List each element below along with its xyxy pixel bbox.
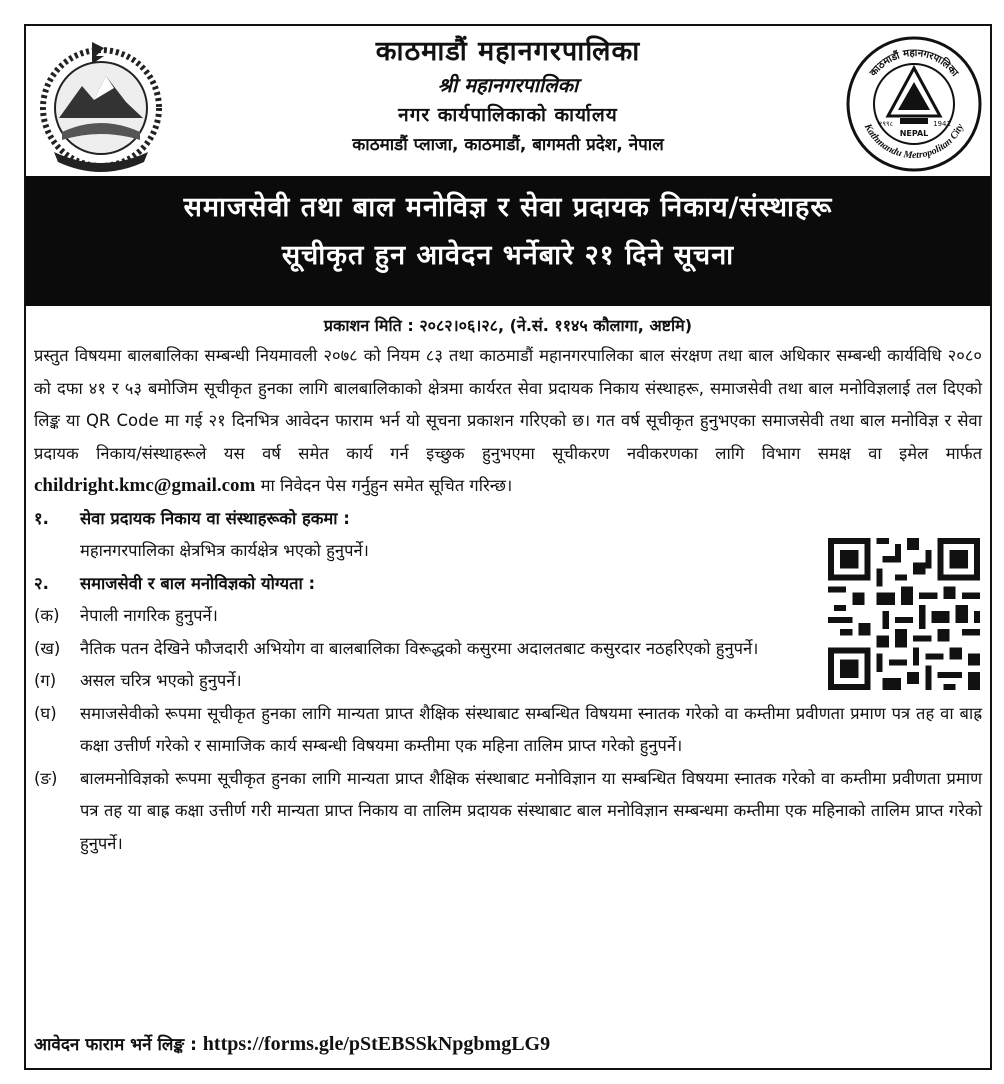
item-mark: (ख) (34, 638, 61, 658)
list-item (34, 698, 982, 763)
publication-date (26, 314, 990, 336)
item-text: समाजसेवीको रूपमा सूचीकृत हुनका लागि मान्यता प्राप्त शैक्षिक संस्थाबाट सम्बन्धित विषयमा स्नातक गरेको वा कम्तीमा प्रवीणता प्रमाण पत्र तह वा बाह्र कक्षा उत्तीर्ण गरेको र सामाजिक कार्य सम्बन्धी विषयमा कम्तीमा एक महिना तालिम प्राप्त गरेको हुनुपर्ने। (80, 703, 982, 755)
item-mark: (ग) (34, 671, 57, 690)
org-name-script: श्री महानगरपालिका (437, 73, 579, 97)
publication-date-label: प्रकाशन मिति : (323, 316, 414, 335)
section-number: १. (34, 508, 49, 528)
title-band (26, 176, 990, 306)
office-name: नगर कार्यपालिकाको कार्यालय (398, 104, 618, 126)
kmc-logo-year-np: १९९८ (878, 120, 894, 128)
item-text: बालमनोविज्ञको रूपमा सूचीकृत हुनका लागि मान्यता प्राप्त शैक्षिक संस्थाबाट मनोविज्ञान या सम्बन्धित विषयमा स्नातक गरेको वा कम्तीमा प्रवीणता प्रमाण पत्र तह या बाह्र कक्षा उत्तीर्ण गरी मान्यता प्राप्त निकाय वा तालिम प्रदायक संस्थाबाट बाल मनोविज्ञान सम्बन्धमा कम्तीमा एक महिनाको तालिम प्राप्त गरेको हुनुपर्ने। (80, 768, 982, 853)
kmc-logo-icon (844, 34, 984, 174)
form-link-label: आवेदन फाराम भर्ने लिङ्क : (34, 1035, 197, 1055)
list-item (34, 763, 982, 861)
intro-text-2: मा निवेदन पेस गर्नुहुन समेत सूचित गरिन्छ। (260, 476, 513, 495)
intro-paragraph (34, 340, 982, 503)
section-1-heading (34, 503, 982, 536)
section-1-text: महानगरपालिका क्षेत्रभित्र कार्यक्षेत्र भएको हुनुपर्ने। (80, 541, 369, 560)
form-link-line (34, 1032, 550, 1056)
section-title: समाजसेवी र बाल मनोविज्ञको योग्यता : (80, 573, 316, 593)
contact-email-link[interactable]: childright.kmc@gmail.com (34, 475, 256, 496)
section-number: २. (34, 573, 49, 593)
item-text: नेपाली नागरिक हुनुपर्ने। (80, 606, 218, 625)
kmc-logo-year-en: 1941 (933, 120, 951, 128)
item-mark: (घ) (34, 703, 57, 723)
qr-code-icon[interactable] (828, 538, 980, 690)
form-link-url[interactable]: https://forms.gle/pStEBSSkNpgbmgLG9 (202, 1033, 551, 1055)
section-title: सेवा प्रदायक निकाय वा संस्थाहरूको हकमा : (80, 508, 350, 528)
item-text: नैतिक पतन देखिने फौजदारी अभियोग वा बालबालिका विरूद्धको कसुरमा अदालतबाट कसुरदार नठहरिएको हुनुपर्ने। (80, 638, 759, 658)
publication-date-value: २०८२।०६।२८, (ने.सं. ११४५ कौलागा, अष्टमि) (419, 316, 693, 335)
notice (24, 24, 992, 1070)
kmc-logo-center: NEPAL (899, 129, 929, 138)
kmc-logo-ring-text-en: Kathmandu Metropolitan City (861, 122, 967, 162)
kmc-logo-ring-text: काठमाडौं महानगरपालिका (868, 47, 960, 79)
office-address: काठमाडौं प्लाजा, काठमाडौं, बागमती प्रदेश, नेपाल (352, 135, 664, 155)
item-text: असल चरित्र भएको हुनुपर्ने। (80, 671, 242, 690)
intro-text-1: प्रस्तुत विषयमा बालबालिका सम्बन्धी नियमावली २०७८ को नियम ८३ तथा काठमाडौं महानगरपालिका बाल संरक्षण तथा बाल अधिकार सम्बन्धी कार्यविधि २०८० को दफा ४१ र ५३ बमोजिम सूचीकृत हुनका लागि बालबालिकाको क्षेत्रमा कार्यरत सेवा प्रदायक निकाय संस्थाहरू, समाजसेवी तथा बाल मनोविज्ञलाई तल दिएको लिङ्क या QR Code मा गई २१ दिनभित्र आवेदन फाराम भर्न यो सूचना प्रकाशन गरिएको छ। गत वर्ष सूचीकृत हुनुभएका समाजसेवी तथा बाल मनोविज्ञ र सेवा प्रदायक निकाय/संस्थाहरूले यस वर्ष समेत कार्य गर्न इच्छुक हुनुभएमा सूचीकरण नवीकरणका लागि विभाग समक्ष वा इमेल मार्फत (34, 346, 982, 463)
item-mark: (ङ) (34, 768, 58, 788)
nepal-emblem-icon (34, 36, 168, 176)
notice-title-line-1: समाजसेवी तथा बाल मनोविज्ञ र सेवा प्रदायक निकाय/संस्थाहरू (183, 192, 833, 223)
notice-title-line-2: सूचीकृत हुन आवेदन भर्नेबारे २१ दिने सूचना (281, 240, 735, 271)
org-name: काठमाडौं महानगरपालिका (375, 36, 641, 67)
item-mark: (क) (34, 606, 60, 625)
